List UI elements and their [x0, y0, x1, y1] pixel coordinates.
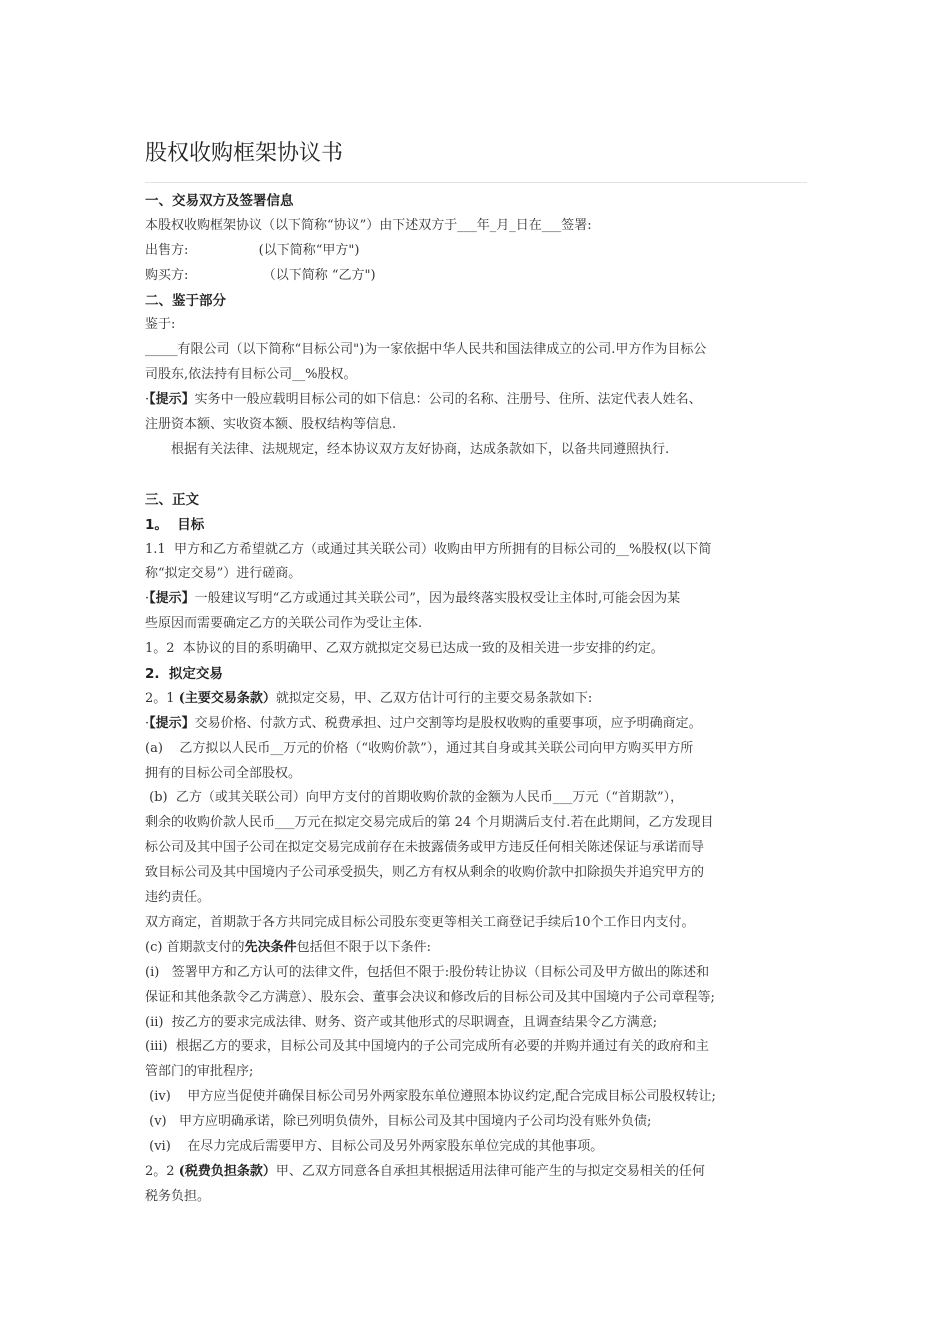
text-line — [145, 637, 810, 662]
line-text: 管部门的审批程序; — [145, 1064, 254, 1080]
line-text: (iii) 根据乙方的要求，目标公司及其中国境内的子公司完成所有必要的并购并通过有关的政府和主 — [145, 1039, 709, 1055]
section-heading — [145, 488, 810, 513]
title-divider — [145, 182, 807, 183]
text-line — [145, 1185, 810, 1210]
text-line — [145, 687, 810, 712]
section-heading — [145, 189, 810, 214]
text-line — [145, 1135, 810, 1160]
text-line — [145, 338, 810, 363]
line-text: (i) 签署甲方和乙方认可的法律文件，包括但不限于:股份转让协议（目标公司及甲方做出的陈述和 — [145, 964, 710, 980]
line-text: 包括但不限于以下条件: — [296, 939, 431, 955]
text-line — [145, 1085, 810, 1110]
text-line — [145, 264, 810, 289]
line-prefix: · — [145, 591, 150, 607]
text-line — [145, 786, 810, 811]
text-line — [145, 836, 810, 861]
text-line — [145, 413, 810, 438]
text-line — [145, 936, 810, 961]
bold-label: 【提示】 — [149, 392, 195, 408]
line-prefix: · — [145, 715, 150, 731]
section-heading — [145, 289, 810, 314]
line-text: (a) 乙方拟以人民币__万元的价格（“收购价款”），通过其自身或其关联公司向甲方购买甲方所 — [145, 740, 694, 756]
line-text: 一、交易双方及签署信息 — [145, 193, 294, 209]
text-line — [145, 538, 810, 563]
line-text: 三、正文 — [145, 491, 199, 508]
section-heading — [145, 662, 810, 687]
line-text: 1。2 本协议的目的系明确甲、乙双方就拟定交易已达成一致的及相关进一步安排的约定。 — [145, 641, 664, 657]
line-text: 注册资本额、实收资本额、股权结构等信息. — [145, 417, 397, 433]
text-line — [145, 1110, 810, 1135]
line-text: 出售方: (以下简称“甲方") — [145, 242, 360, 258]
line-text: (v) 甲方应明确承诺，除已列明负债外，目标公司及其中国境内子公司均没有账外负债; — [145, 1114, 652, 1130]
text-line — [145, 811, 810, 836]
text-line — [145, 737, 810, 762]
line-text: 2. 拟定交易 — [145, 666, 223, 683]
bold-label: 【提示】 — [149, 715, 195, 731]
line-text: 交易价格、付款方式、税费承担、过户交割等均是股权收购的重要事项，应予明确商定。 — [194, 715, 702, 731]
paragraph-gap — [145, 463, 810, 488]
line-text: 违约责任。 — [145, 890, 211, 906]
line-text: (vi) 在尽力完成后需要甲方、目标公司及另外两家股东单位完成的其他事项。 — [145, 1138, 604, 1154]
line-text: 鉴于: — [145, 317, 176, 333]
line-text: 1.1 甲方和乙方希望就乙方（或通过其关联公司）收购由甲方所拥有的目标公司的__%股权(以下简 — [145, 541, 712, 557]
line-text: 根据有关法律、法规规定，经本协议双方友好协商，达成条款如下，以备共同遵照执行. — [171, 441, 670, 457]
text-line — [145, 562, 810, 587]
line-text: 拥有的目标公司全部股权。 — [145, 765, 302, 781]
text-line — [145, 313, 810, 338]
bold-label: 【提示】 — [149, 591, 195, 607]
line-text: 致目标公司及其中国境内子公司承受损失，则乙方有权从剩余的收购价款中扣除损失并追究甲方的 — [145, 865, 705, 881]
line-text: 标公司及其中国子公司在拟定交易完成前存在未披露债务或甲方违反任何相关陈述保证与承诺而导 — [145, 840, 705, 856]
line-text: 购买方: （以下简称 “乙方") — [145, 267, 376, 283]
line-text: 司股东,依法持有目标公司__%股权。 — [145, 367, 357, 383]
document-title: 股权收购框架协议书 — [145, 141, 344, 166]
text-line — [145, 1011, 810, 1036]
text-line — [145, 388, 810, 413]
line-text: 二、鉴于部分 — [145, 292, 226, 309]
text-line — [145, 961, 810, 986]
line-text: 一般建议写明“乙方或通过其关联公司”，因为最终落实股权受让主体时,可能会因为某 — [194, 591, 681, 607]
section-heading — [145, 513, 810, 538]
line-prefix: 2。2 — [145, 1163, 179, 1179]
line-prefix: (c) 首期款支付的 — [145, 939, 245, 955]
text-line — [145, 363, 810, 388]
bold-label: (税费负担条款） — [178, 1163, 276, 1179]
text-line — [145, 886, 810, 911]
line-prefix: · — [145, 392, 150, 408]
bold-label: (主要交易条款） — [178, 690, 276, 706]
text-line — [145, 214, 810, 239]
document-body — [145, 189, 810, 1210]
line-text: 税务负担。 — [145, 1188, 211, 1204]
line-text: 称“拟定交易”）进行磋商。 — [145, 566, 302, 582]
line-text: 就拟定交易，甲、乙双方估计可行的主要交易条款如下: — [275, 690, 593, 706]
text-line — [145, 587, 810, 612]
text-line — [145, 1035, 810, 1060]
line-text: 些原因而需要确定乙方的关联公司作为受让主体. — [145, 616, 423, 632]
text-line — [145, 861, 810, 886]
text-line — [145, 762, 810, 787]
line-prefix: 2。1 — [145, 690, 179, 706]
line-text: 1。 目标 — [145, 516, 205, 533]
line-text: 实务中一般应载明目标公司的如下信息：公司的名称、注册号、住所、法定代表人姓名、 — [194, 392, 702, 408]
line-text: (ii) 按乙方的要求完成法律、财务、资产或其他形式的尽职调查，且调查结果令乙方满意; — [145, 1014, 658, 1030]
text-line — [145, 986, 810, 1011]
text-line — [145, 1060, 810, 1085]
text-line — [145, 712, 810, 737]
text-line — [145, 438, 810, 463]
text-line — [145, 911, 810, 936]
text-line — [145, 1160, 810, 1185]
line-text: 本股权收购框架协议（以下简称“协议”）由下述双方于___年_月_日在___签署: — [145, 217, 592, 233]
line-text: (iv) 甲方应当促使并确保目标公司另外两家股东单位遵照本协议约定,配合完成目标公司股权转让; — [145, 1089, 716, 1105]
line-text: _____有限公司（以下简称“目标公司")为一家依据中华人民共和国法律成立的公司.甲方作为目标公 — [145, 342, 707, 358]
line-text: 剩余的收购价款人民币___万元在拟定交易完成后的第 24 个月期满后支付.若在此期间，乙方发现目 — [145, 815, 714, 831]
line-text: (b) 乙方（或其关联公司）向甲方支付的首期收购价款的金额为人民币___万元（“首期款”）， — [145, 790, 684, 806]
bold-label: 先决条件 — [244, 939, 297, 955]
line-text: 保证和其他条款令乙方满意）、股东会、董事会决议和修改后的目标公司及其中国境内子公司章程等; — [145, 989, 715, 1005]
line-text: 双方商定，首期款于各方共同完成目标公司股东变更等相关工商登记手续后10个工作日内支付。 — [145, 914, 695, 930]
text-line — [145, 239, 810, 264]
text-line — [145, 612, 810, 637]
line-text: 甲、乙双方同意各自承担其根据适用法律可能产生的与拟定交易相关的任何 — [275, 1163, 705, 1179]
